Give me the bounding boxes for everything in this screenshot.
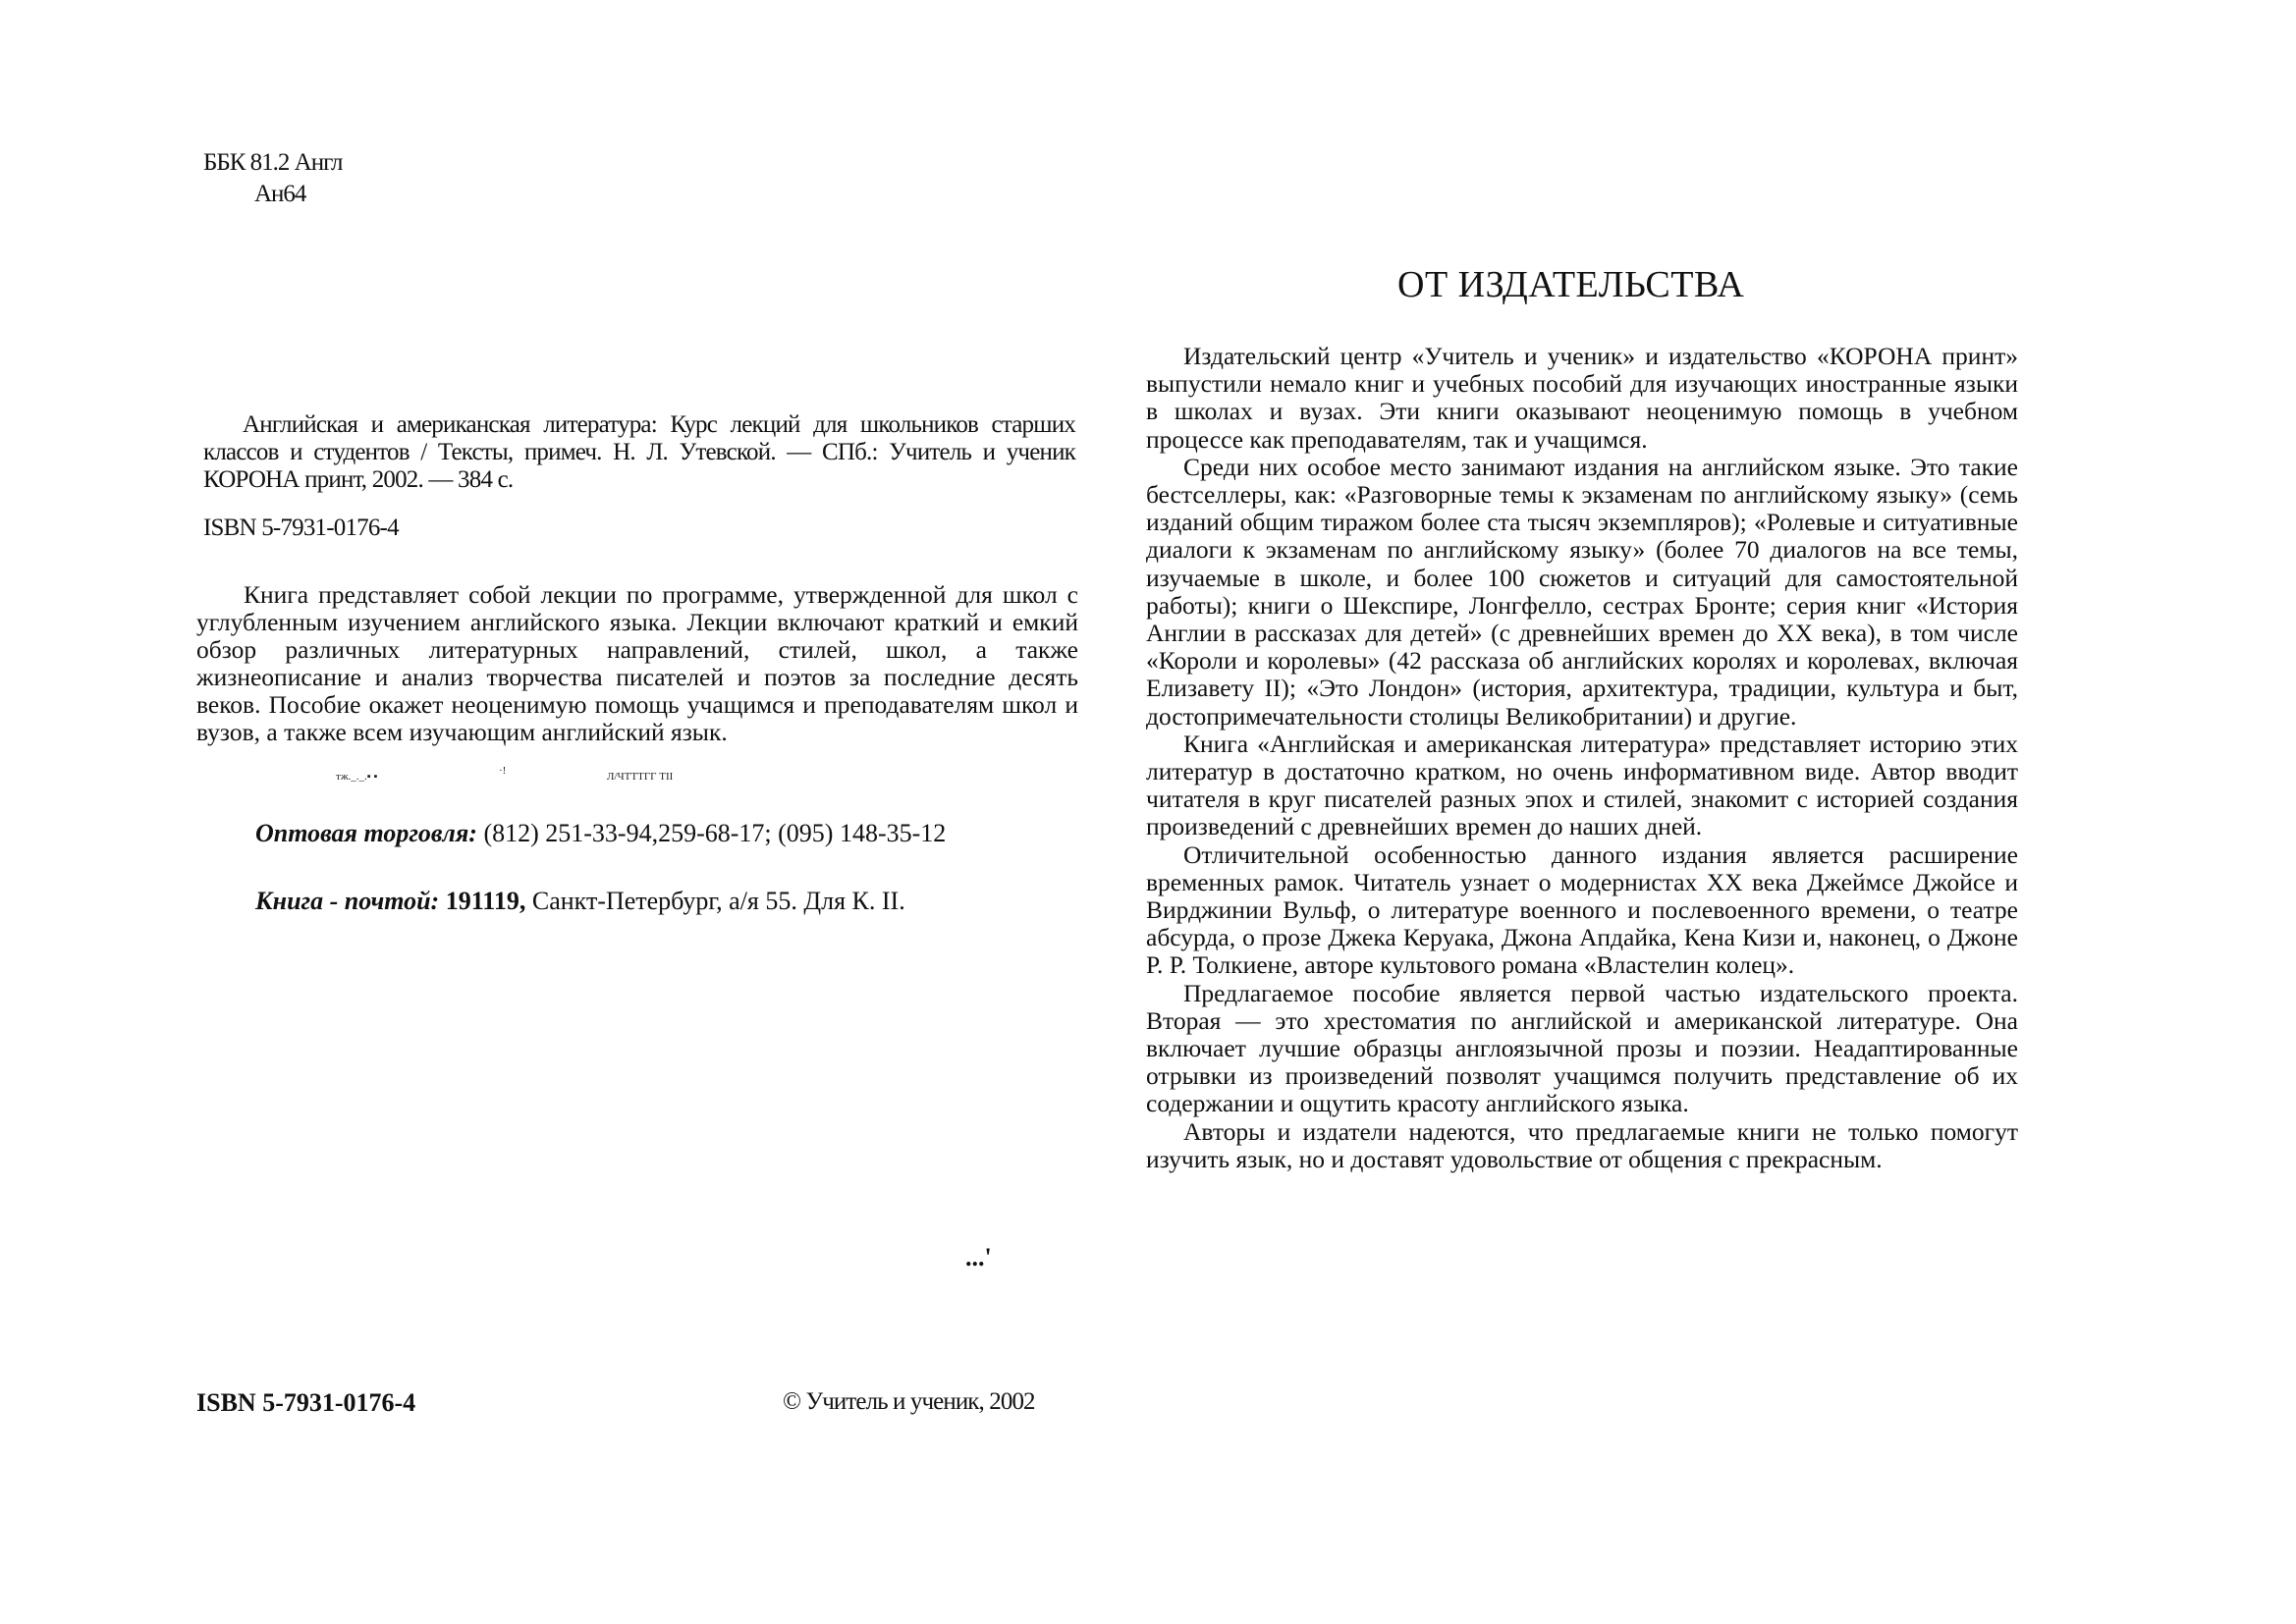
wholesale-phones: (812) 251-33-94,259-68-17; (095) 148-35-12 [476, 819, 947, 847]
page-title: ОТ ИЗДАТЕЛЬСТВА [1397, 264, 1745, 305]
preface-paragraph: Книга «Английская и американская литература» представляет историю этих литератур в достаточно кратком, но очень информативном виде. Автор вводит читателя в круг писателей разных эпох и стилей, знакомит с историей создания произведений с древнейших времен до наших дней. [1146, 729, 2018, 841]
book-annotation: Книга представляет собой лекции по программе, утвержденной для школ с углубленным изучением английского языка. Лекции включают краткий и емкий обзор различных литературных направлений, стилей, школ, а также жизнеописание и анализ творчества писателей и поэтов за последние десять веков. Пособие окажет неоценимую помощь учащимся и преподавателям школ и вузов, а также всем изучающим английский язык. [196, 580, 1078, 746]
isbn-line: ISBN 5-7931-0176-4 [203, 514, 399, 541]
wholesale-label: Оптовая торговля: [255, 819, 477, 847]
publisher-preface [1146, 343, 2018, 1173]
scan-noise-3: Л/ЧТТТГГ ТII [607, 771, 674, 783]
bbk-code: ББК 81.2 Англ [203, 149, 343, 176]
author-mark: Ан64 [254, 181, 306, 207]
preface-paragraph: Предлагаемое пособие является первой частью издательского проекта. Вторая — это хрестоматия по английской и американской литературе. Она включает лучшие образцы англоязычной прозы и поэзии. Неадаптированные отрывки из произведений позволят учащимся получить представление об их содержании и ощутить красоту английского языка. [1146, 978, 2018, 1118]
copyright-notice: © Учитель и ученик, 2002 [783, 1388, 1035, 1415]
wholesale-contact [255, 819, 946, 848]
stray-mark: ...' [965, 1243, 992, 1272]
mail-order-postcode: 191119, [439, 887, 526, 915]
preface-paragraph: Авторы и издатели надеются, что предлагаемые книги не только помогут изучить язык, но и доставят удовольствие от общения с прекрасным. [1146, 1116, 2018, 1173]
mail-order-address: Санкт-Петербург, а/я 55. Для К. II. [525, 887, 905, 915]
mail-order-label: Книга - почтой: [255, 887, 440, 915]
scan-noise-2: ·! [499, 765, 507, 777]
scan-noise-1: тж._._.▪ ▪ [336, 771, 378, 783]
preface-paragraph: Среди них особое место занимают издания на английском языке. Это такие бестселлеры, как: «Разговорные темы к экзаменам по английскому языку» (семь изданий общим тиражом более ста тысяч экземпляров); «Ролевые и ситуативные диалоги к экзаменам по английскому языку» (более 70 диалогов на все темы, изучаемые в школе, и более 100 сюжетов и ситуаций для самостоятельной работы); книги о Шекспире, Лонгфелло, сестрах Бронте; серия книг «История Англии в рассказах для детей» (с древнейших времен до XX века), в том числе «Короли и королевы» (42 рассказа об английских королях и королевах, включая Елизавету II); «Это Лондон» (история, архитектура, традиции, культура и быт, достопримечательности столицы Великобритании) и другие. [1146, 452, 2018, 731]
isbn-bottom: ISBN 5-7931-0176-4 [196, 1388, 416, 1417]
preface-paragraph: Отличительной особенностью данного издания является расширение временных рамок. Читатель узнает о модернистах XX века Джеймсе Джойсе и Вирджинии Вульф, о литературе военного и послевоенного времени, о театре абсурда, о прозе Джека Керуака, Джона Апдайка, Кена Кизи и, наконец, о Джоне Р. Р. Толкиене, авторе культового романа «Властелин колец». [1146, 839, 2018, 980]
bibliographic-entry: Английская и американская литература: Курс лекций для школьников старших классов и студентов / Тексты, примеч. Н. Л. Утевской. — СПб.: Учитель и ученик КОРОНА принт, 2002. — 384 с. [203, 411, 1075, 493]
bbk-classification [203, 147, 343, 210]
preface-paragraph: Издательский центр «Учитель и ученик» и издательство «КОРОНА принт» выпустили немало книг и учебных пособий для изучающих иностранные языки в школах и вузах. Эти книги оказывают неоценимую помощь в учебном процессе как преподавателям, так и учащимся. [1146, 342, 2018, 454]
mail-order-contact [255, 887, 905, 916]
